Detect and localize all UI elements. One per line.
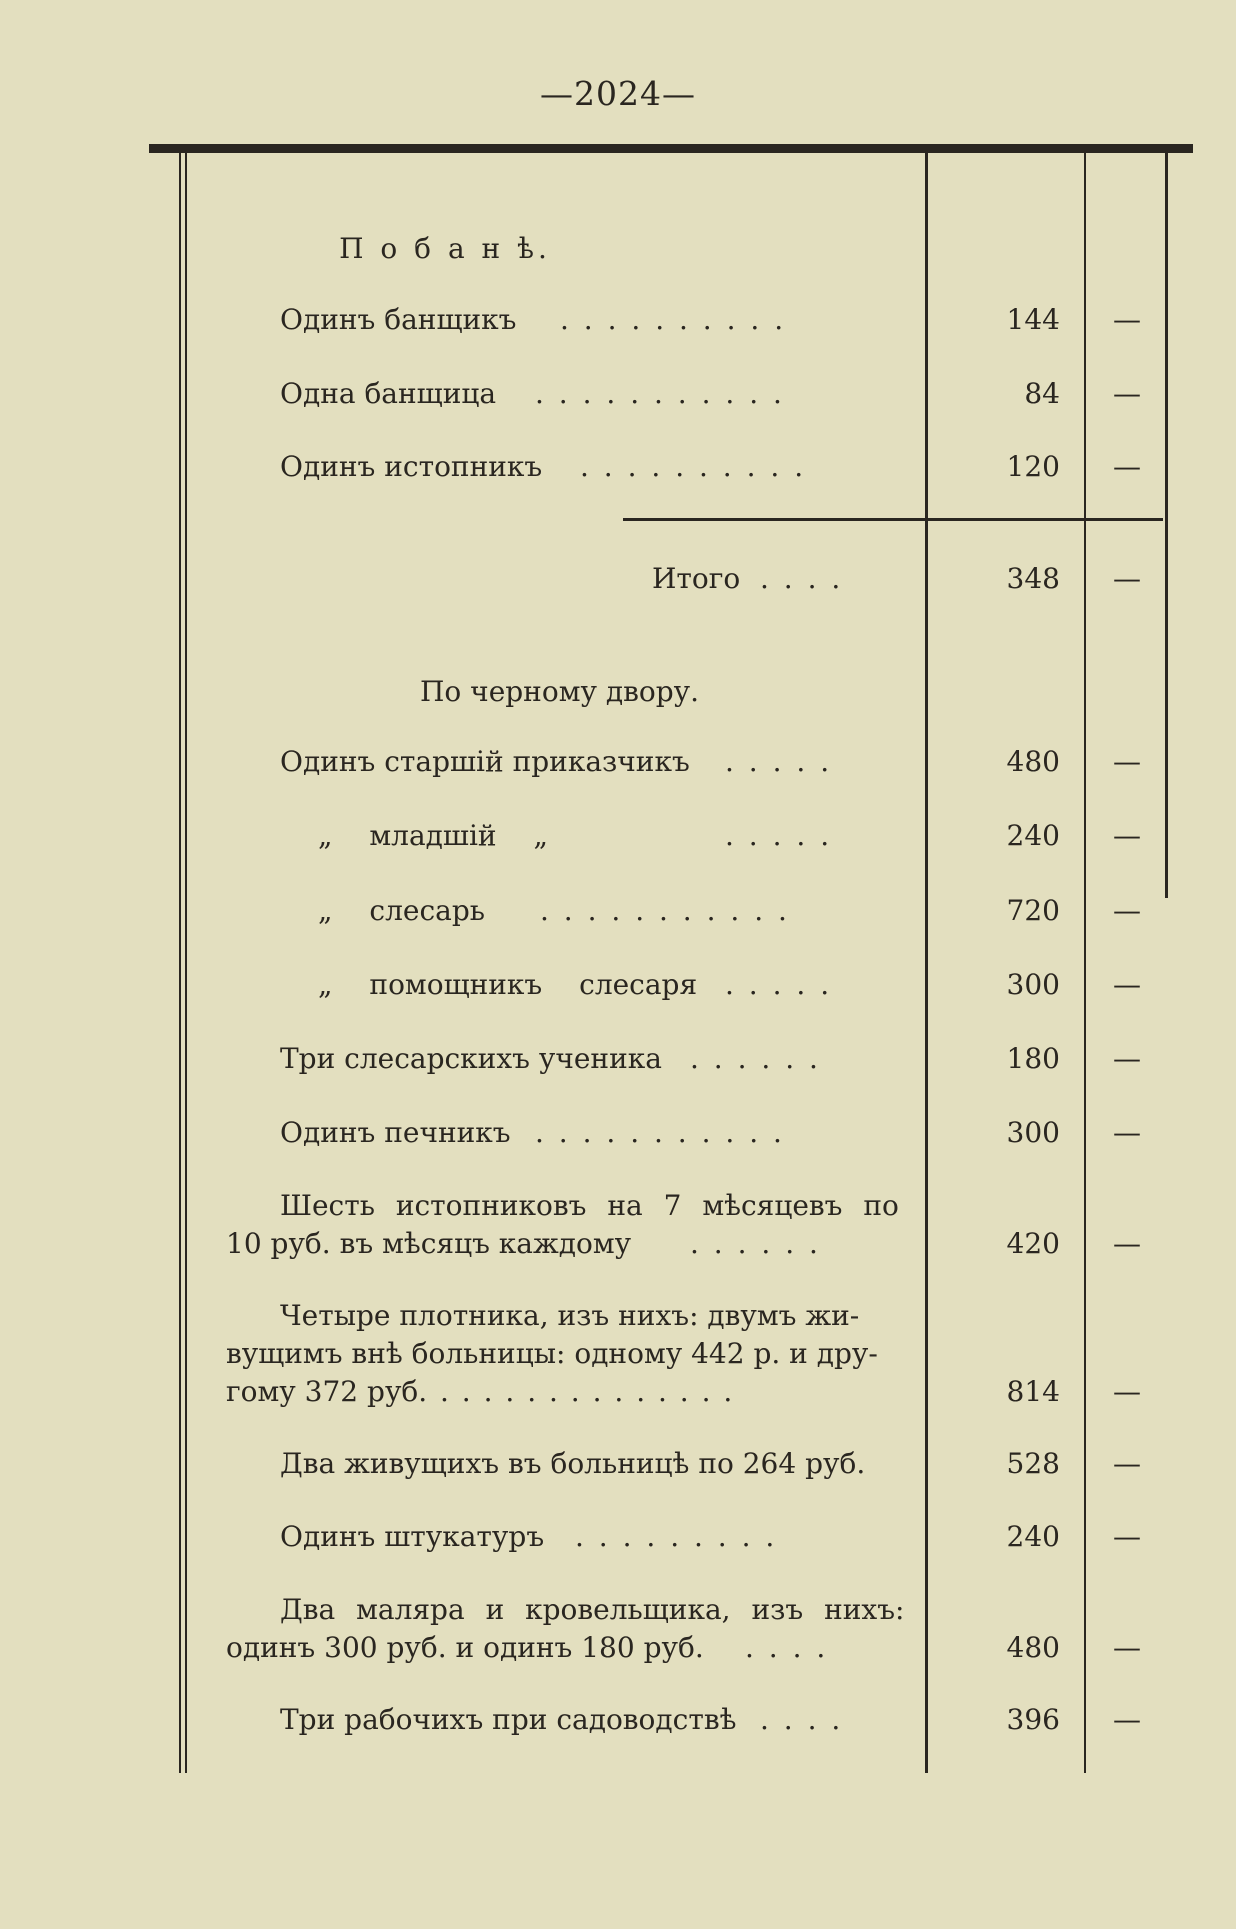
- row-label: Одинъ печникъ: [280, 1116, 511, 1149]
- row-dots: . . . . . . . . . .: [560, 303, 787, 336]
- total-dots: . . . .: [760, 562, 844, 595]
- row-value: 480: [1006, 1631, 1060, 1664]
- section-title-bath: П о б а н ѣ.: [339, 232, 551, 265]
- row-extra: —: [1113, 894, 1141, 927]
- row-value: 120: [1006, 450, 1060, 483]
- row-value: 240: [1006, 1520, 1060, 1553]
- row-value: 300: [1006, 968, 1060, 1001]
- row-value: 528: [1006, 1447, 1060, 1480]
- row-dots: . . . . . . . . . . .: [535, 1116, 785, 1149]
- total-rule: [623, 518, 1163, 521]
- row-label-line1: Два маляра и кровельщика, изъ нихъ:: [280, 1593, 905, 1626]
- section-title-yard: По черному двору.: [420, 675, 700, 708]
- row-label: „ младшій „: [318, 819, 548, 852]
- row-label: Одинъ штукатуръ: [280, 1520, 545, 1553]
- row-label-line1: Четыре плотника, изъ нихъ: двумъ жи-: [280, 1299, 860, 1332]
- row-value: 720: [1006, 894, 1060, 927]
- row-value: 300: [1006, 1116, 1060, 1149]
- row-label-line2: 10 руб. въ мѣсяцъ каждому: [226, 1227, 632, 1260]
- value-column-divider: [925, 153, 928, 1773]
- row-dots: . . . .: [745, 1631, 829, 1664]
- row-label: „ слесарь: [318, 894, 485, 927]
- row-extra: —: [1113, 968, 1141, 1001]
- row-extra: —: [1113, 819, 1141, 852]
- row-value: 240: [1006, 819, 1060, 852]
- row-label-line2: одинъ 300 руб. и одинъ 180 руб.: [226, 1631, 704, 1664]
- row-dots: . . . . . . . . . . .: [540, 894, 790, 927]
- row-label-line2: вущимъ внѣ больницы: одному 442 р. и дру-: [226, 1337, 878, 1370]
- row-dots: . . . . . . . . .: [575, 1520, 778, 1553]
- row-extra: —: [1113, 1042, 1141, 1075]
- row-value: 420: [1006, 1227, 1060, 1260]
- row-label-line1: Шесть истопниковъ на 7 мѣсяцевъ по: [280, 1189, 899, 1222]
- row-value: 480: [1006, 745, 1060, 778]
- total-label: Итого: [652, 562, 741, 595]
- top-rule: [149, 144, 1193, 153]
- row-extra: —: [1113, 1227, 1141, 1260]
- row-label: Одинъ старшій приказчикъ: [280, 745, 690, 778]
- row-label: Три рабочихъ при садоводствѣ: [280, 1703, 737, 1736]
- row-extra: —: [1113, 303, 1141, 336]
- row-extra: —: [1113, 1447, 1141, 1480]
- extra-column-divider: [1084, 153, 1086, 1773]
- row-label-line3: гому 372 руб.: [226, 1375, 428, 1408]
- row-dots: . . . . . .: [690, 1042, 821, 1075]
- row-extra: —: [1113, 1703, 1141, 1736]
- row-dots: . . . . .: [725, 745, 833, 778]
- row-dots: . . . .: [760, 1703, 844, 1736]
- right-border: [1165, 153, 1168, 898]
- row-extra: —: [1113, 450, 1141, 483]
- row-label: Два живущихъ въ больницѣ по 264 руб.: [280, 1447, 866, 1480]
- row-extra: —: [1113, 745, 1141, 778]
- row-value: 144: [1006, 303, 1060, 336]
- row-value: 180: [1006, 1042, 1060, 1075]
- row-value: 814: [1006, 1375, 1060, 1408]
- page-number: —2024—: [540, 74, 696, 113]
- total-value: 348: [1006, 562, 1060, 595]
- row-label: Одинъ истопникъ: [280, 450, 543, 483]
- row-value: 396: [1006, 1703, 1060, 1736]
- row-extra: —: [1113, 377, 1141, 410]
- row-dots: . . . . . . . . . .: [580, 450, 807, 483]
- row-extra: —: [1113, 1520, 1141, 1553]
- row-dots: . . . . . . . . . . . . . .: [440, 1375, 735, 1408]
- left-border-inner: [185, 153, 187, 1773]
- left-border-outer: [179, 153, 181, 1773]
- row-dots: . . . . .: [725, 968, 833, 1001]
- row-label: Одинъ банщикъ: [280, 303, 517, 336]
- row-label: Одна банщица: [280, 377, 497, 410]
- row-dots: . . . . . .: [690, 1227, 821, 1260]
- row-label: „ помощникъ слесаря: [318, 968, 698, 1001]
- row-dots: . . . . .: [725, 819, 833, 852]
- total-extra: —: [1113, 562, 1141, 595]
- row-label: Три слесарскихъ ученика: [280, 1042, 662, 1075]
- row-dots: . . . . . . . . . . .: [535, 377, 785, 410]
- row-extra: —: [1113, 1631, 1141, 1664]
- row-value: 84: [1024, 377, 1060, 410]
- row-extra: —: [1113, 1375, 1141, 1408]
- row-extra: —: [1113, 1116, 1141, 1149]
